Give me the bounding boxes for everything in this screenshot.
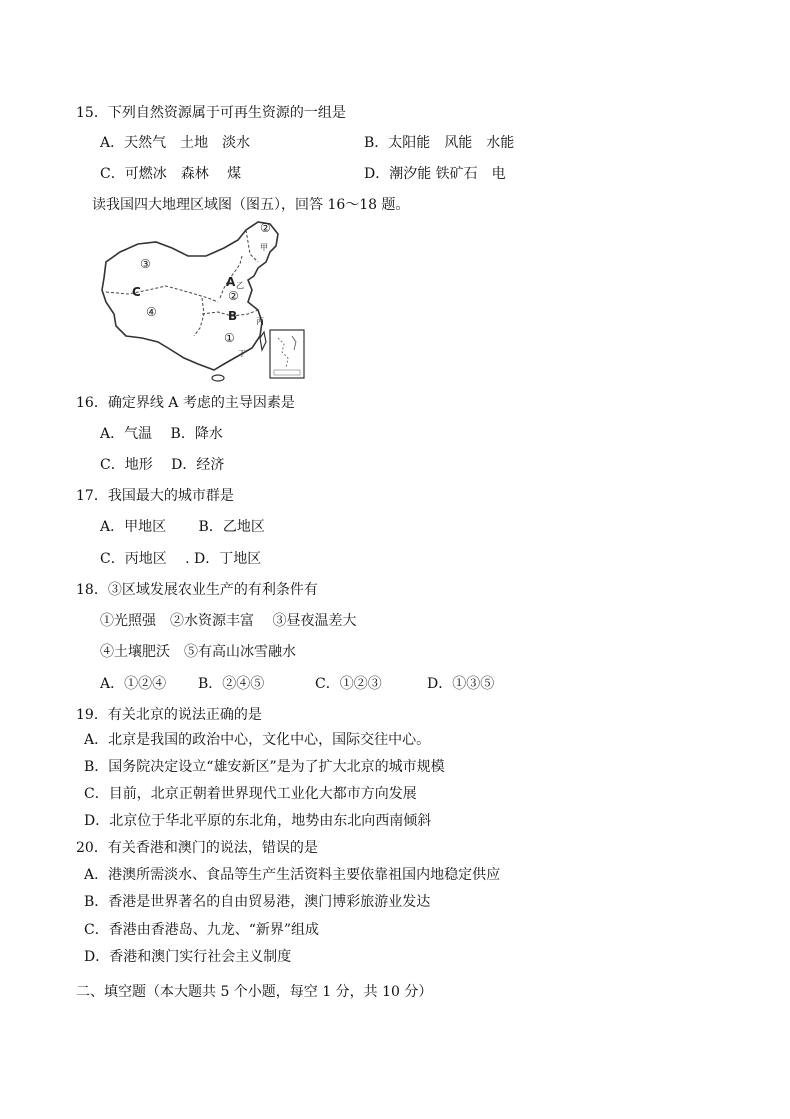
question-16-options-ab: A．气温 B．降水 bbox=[100, 426, 223, 442]
map-label-region-4: ④ bbox=[146, 305, 157, 319]
question-16-stem: 16．确定界线 A 考虑的主导因素是 bbox=[76, 395, 295, 411]
map-label-region-2-north: ② bbox=[228, 289, 239, 303]
south-china-sea-inset bbox=[270, 330, 304, 378]
question-18-conditions-1: ①光照强 ②水资源丰富 ③昼夜温差大 bbox=[100, 613, 357, 629]
question-15-stem: 15．下列自然资源属于可再生资源的一组是 bbox=[76, 105, 346, 121]
question-19-option-a: A．北京是我国的政治中心，文化中心，国际交往中心。 bbox=[84, 732, 431, 748]
question-18-stem: 18．③区域发展农业生产的有利条件有 bbox=[76, 582, 318, 598]
map-label-jia: 甲 bbox=[260, 243, 268, 252]
section-2-heading: 二、填空题（本大题共 5 个小题，每空 1 分，共 10 分） bbox=[76, 984, 433, 1000]
boundary-tibet bbox=[194, 298, 204, 336]
question-19-option-c: C．目前，北京正朝着世界现代工业化大都市方向发展 bbox=[84, 786, 417, 802]
map-label-bing: 丙 bbox=[256, 317, 264, 326]
map-label-ding: 丁 bbox=[238, 349, 246, 358]
question-20-option-c: C．香港由香港岛、九龙、“新界”组成 bbox=[84, 922, 320, 938]
map-label-yi: 乙 bbox=[236, 281, 244, 290]
question-18-option-d: D．①③⑤ bbox=[427, 676, 495, 692]
question-16-options-cd: C．地形 D．经济 bbox=[100, 457, 225, 473]
map-label-region-1: ① bbox=[224, 331, 235, 345]
question-15-option-d: D．潮汐能 铁矿石 电 bbox=[364, 166, 506, 182]
question-15-option-c: C．可燃冰 森林 煤 bbox=[100, 166, 242, 182]
question-19-stem: 19．有关北京的说法正确的是 bbox=[76, 707, 262, 723]
china-outline bbox=[102, 222, 278, 370]
question-20-option-b: B．香港是世界著名的自由贸易港，澳门博彩旅游业发达 bbox=[84, 894, 431, 910]
question-15-option-a: A．天然气 土地 淡水 bbox=[100, 135, 251, 151]
map-label-boundary-a: A bbox=[226, 275, 236, 289]
question-19-option-b: B．国务院决定设立“雄安新区”是为了扩大北京的城市规模 bbox=[84, 759, 445, 775]
map-label-boundary-c: C bbox=[132, 285, 141, 299]
question-18-option-a: A．①②④ bbox=[100, 676, 167, 692]
question-19-option-d: D．北京位于华北平原的东北角，地势由东北向西南倾斜 bbox=[84, 813, 432, 829]
map-label-region-3: ③ bbox=[140, 257, 151, 271]
hainan-island bbox=[212, 375, 224, 381]
map-label-region-2-northeast: ② bbox=[260, 221, 271, 235]
map-label-boundary-b: B bbox=[228, 309, 238, 323]
question-20-stem: 20．有关香港和澳门的说法，错误的是 bbox=[76, 840, 318, 856]
boundary-northeast bbox=[246, 230, 258, 262]
question-18-option-b: B．②④⑤ bbox=[198, 676, 265, 692]
question-17-options-cd: C．丙地区 . D．丁地区 bbox=[100, 551, 262, 567]
map-intro: 读我国四大地理区域图（图五），回答 16～18 题。 bbox=[92, 197, 410, 213]
question-20-option-a: A．港澳所需淡水、食品等生产生活资料主要依靠祖国内地稳定供应 bbox=[84, 867, 501, 883]
question-18-conditions-2: ④土壤肥沃 ⑤有高山冰雪融水 bbox=[100, 644, 296, 660]
question-17-stem: 17．我国最大的城市群是 bbox=[76, 488, 234, 504]
question-20-option-d: D．香港和澳门实行社会主义制度 bbox=[84, 949, 292, 965]
question-17-options-ab: A．甲地区 B．乙地区 bbox=[100, 519, 265, 535]
question-18-option-c: C．①②③ bbox=[315, 676, 382, 692]
boundary-c bbox=[106, 286, 218, 302]
china-regions-map bbox=[98, 218, 308, 382]
question-15-option-b: B．太阳能 风能 水能 bbox=[364, 135, 515, 151]
